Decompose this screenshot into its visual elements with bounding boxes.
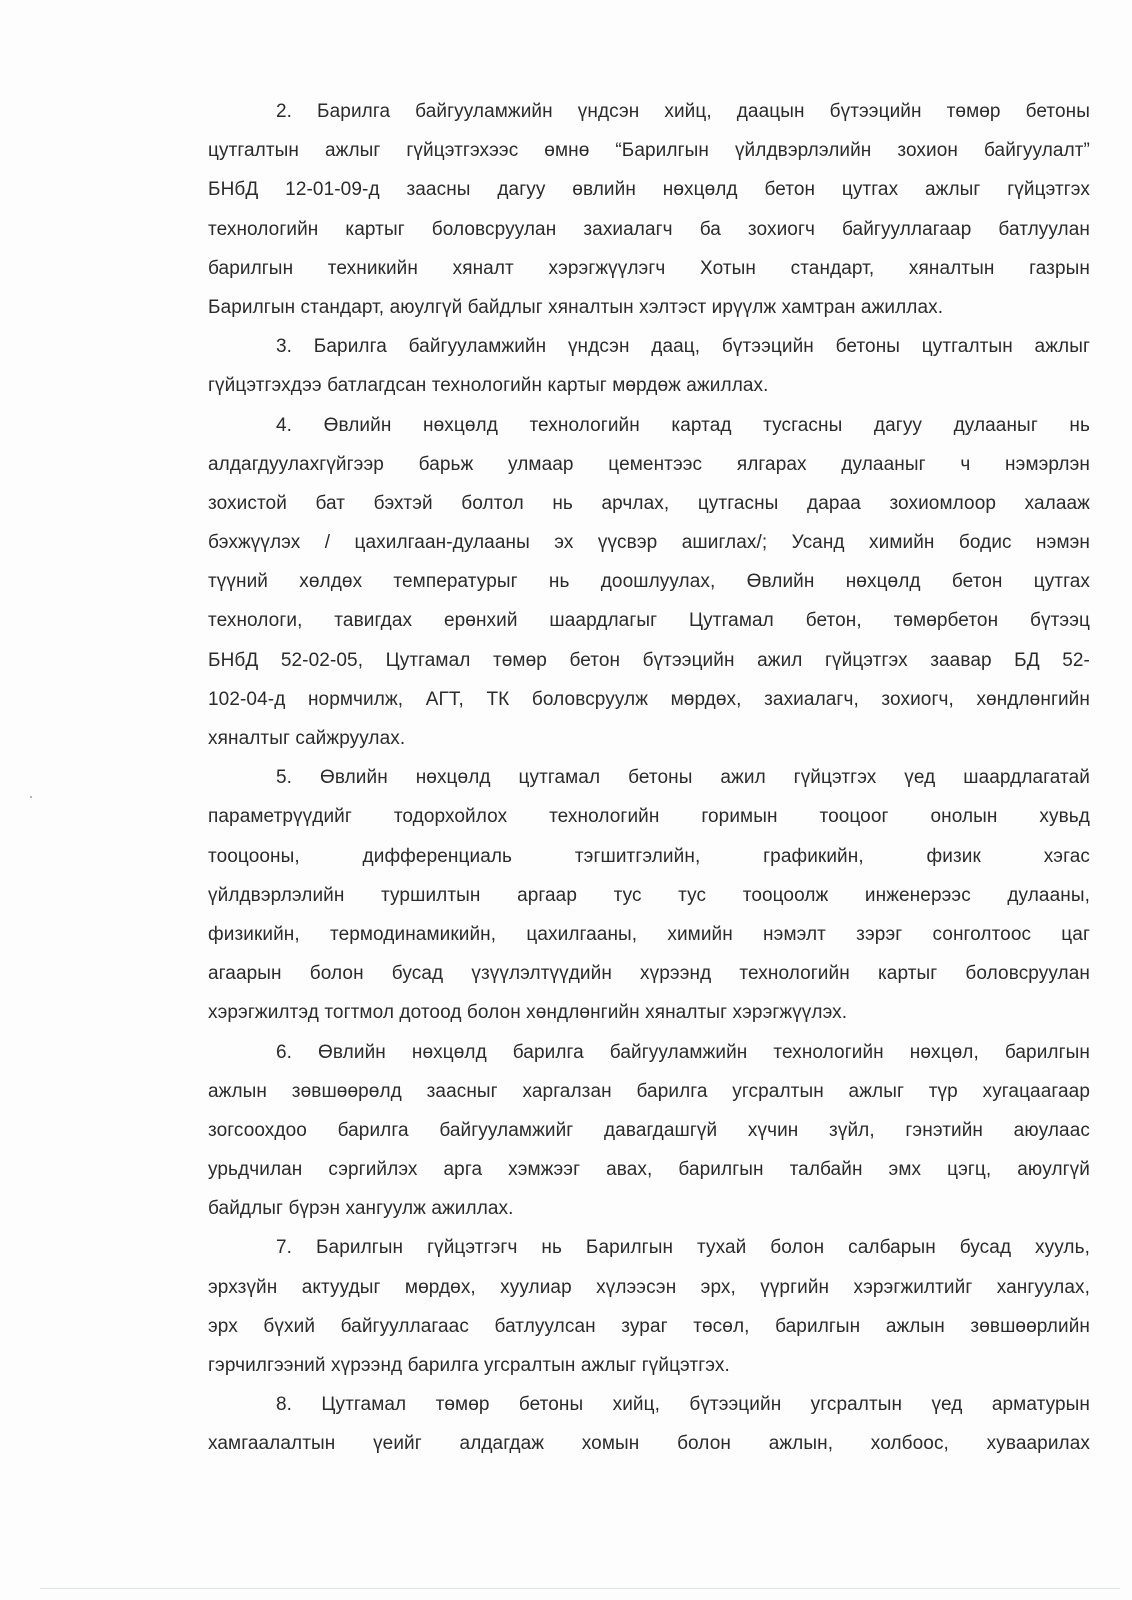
paragraph-line: 7. Барилгын гүйцэтгэгч нь Барилгын тухай болон салбарын бусад хууль,	[276, 1237, 1090, 1259]
paragraph-line: 4. Өвлийн нөхцөлд технологийн картад тусгасны дагуу дулааныг нь	[276, 414, 1090, 436]
paragraph-line: барилгын техникийн хяналт хэрэгжүүлэгч Хотын стандарт, хяналтын газрын	[208, 257, 1090, 279]
paragraph-line: БНбД 52-02-05, Цутгамал төмөр бетон бүтээцийн ажил гүйцэтгэх заавар БД 52-	[208, 649, 1090, 671]
paragraph-6	[208, 1033, 1090, 1229]
paragraph-line: хамгаалалтын үеийг алдагдаж хомын болон ажлын, холбоос, хуваарилах	[208, 1433, 1090, 1455]
paragraph-line: 2. Барилга байгууламжийн үндсэн хийц, даацын бүтээцийн төмөр бетоны	[276, 101, 1090, 122]
paragraph-line: 6. Өвлийн нөхцөлд барилга байгууламжийн технологийн нөхцөл, барилгын	[276, 1041, 1090, 1063]
paragraph-line: зогсоохдоо барилга байгууламжийг давагдашгүй хүчин зүйл, гэнэтийн аюулаас	[208, 1119, 1090, 1141]
paragraph-line: эрхзүйн актуудыг мөрдөх, хуулиар хүлээсэн эрх, үүргийн хэрэгжилтийг хангуулах,	[208, 1276, 1090, 1298]
paragraph-line: ажлын зөвшөөрөлд заасныг харгалзан барилга угсралтын ажлыг түр хугацаагаар	[208, 1080, 1090, 1102]
paragraph-line: гэрчилгээний хүрээнд барилга угсралтын ажлыг гүйцэтгэх.	[208, 1355, 730, 1376]
paragraph-line: гүйцэтгэхдээ батлагдсан технологийн картыг мөрдөж ажиллах.	[208, 375, 769, 397]
paragraph-line: Барилгын стандарт, аюулгүй байдлыг хяналтын хэлтэст ирүүлж хамтран ажиллах.	[208, 296, 944, 318]
paragraph-line: 8. Цутгамал төмөр бетоны хийц, бүтээцийн угсралтын үед арматурын	[276, 1394, 1090, 1416]
paragraph-line: урьдчилан сэргийлэх арга хэмжээг авах, барилгын талбайн эмх цэгц, аюулгүй	[208, 1159, 1090, 1181]
paragraph-line: агаарын болон бусад үзүүлэлтүүдийн хүрээнд технологийн картыг боловсруулан	[208, 963, 1090, 985]
paragraph-3	[208, 327, 1090, 405]
paragraph-line: 3. Барилга байгууламжийн үндсэн даац, бүтээцийн бетоны цутгалтын ажлыг	[276, 336, 1090, 358]
paragraph-line: технологийн картыг боловсруулан захиалагч ба зохиогч байгууллагаар батлуулан	[208, 218, 1090, 240]
paragraph-line: физикийн, термодинамикийн, цахилгааны, химийн нэмэлт зэрэг сонголтоос цаг	[208, 923, 1090, 945]
paragraph-line: хэрэгжилтэд тогтмол дотоод болон хөндлөнгийн хяналтыг хэрэгжүүлэх.	[208, 1002, 848, 1024]
paragraph-5	[208, 758, 1090, 1032]
paragraph-2	[208, 92, 1090, 327]
paragraph-line: эрх бүхий байгууллагаас батлуулсан зураг төсөл, барилгын ажлын зөвшөөрлийн	[208, 1315, 1090, 1337]
paragraph-line: технологи, тавигдах ерөнхий шаардлагыг Цутгамал бетон, төмөрбетон бүтээц	[208, 610, 1090, 632]
document-body	[208, 92, 1090, 1464]
paragraph-line: алдагдуулахгүйгээр барьж улмаар цементээс ялгарах дулааныг ч нэмэрлэн	[208, 453, 1090, 475]
paragraph-line: бэхжүүлэх / цахилгаан-дулааны эх үүсвэр ашиглах/; Усанд химийн бодис нэмэн	[208, 532, 1090, 554]
paragraph-line: зохистой бат бэхтэй болтол нь арчлах, цутгасны дараа зохиомлоор халааж	[208, 492, 1090, 514]
paragraph-line: түүний хөлдөх температурыг нь доошлуулах, Өвлийн нөхцөлд бетон цутгах	[208, 571, 1090, 593]
paragraph-7	[208, 1228, 1090, 1385]
paragraph-line: байдлыг бүрэн хангуулж ажиллах.	[208, 1198, 514, 1220]
paragraph-8	[208, 1385, 1090, 1463]
paragraph-line: үйлдвэрлэлийн туршилтын аргаар тус тус тооцоолж инженерээс дулааны,	[208, 884, 1090, 906]
scan-speck	[30, 796, 32, 798]
paragraph-line: 102-04-д нормчилж, АГТ, ТК боловсруулж мөрдөх, захиалагч, зохиогч, хөндлөнгийн	[208, 688, 1090, 710]
paragraph-line: цутгалтын ажлыг гүйцэтгэхээс өмнө “Барилгын үйлдвэрлэлийн зохион байгуулалт”	[208, 140, 1090, 162]
paragraph-line: БНбД 12-01-09-д заасны дагуу өвлийн нөхцөлд бетон цутгах ажлыг гүйцэтгэх	[208, 179, 1090, 201]
paragraph-4	[208, 406, 1090, 759]
paragraph-line: тооцооны, дифференциаль тэгшитгэлийн, графикийн, физик хэгас	[208, 845, 1090, 867]
paragraph-line: хяналтыг сайжруулах.	[208, 728, 406, 749]
page-bottom-rule	[40, 1588, 1120, 1589]
paragraph-line: параметрүүдийг тодорхойлох технологийн горимын тооцоог онолын хувьд	[208, 806, 1090, 828]
paragraph-line: 5. Өвлийн нөхцөлд цутгамал бетоны ажил гүйцэтгэх үед шаардлагатай	[276, 767, 1090, 789]
